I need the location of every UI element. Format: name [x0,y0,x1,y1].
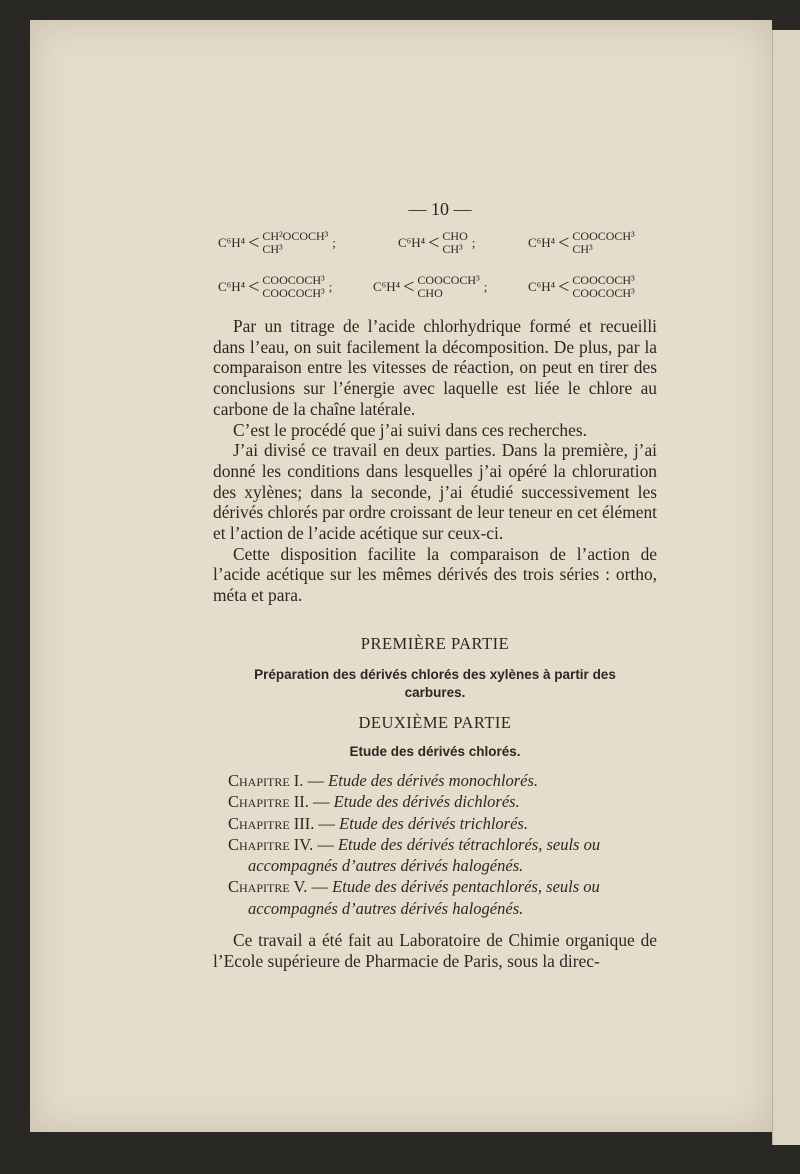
formula-row [218,230,668,274]
chapter-entry: Chapitre IV. — Etude des dérivés tétrachlorés, seuls ou accompagnés d’autres dérivés halogénés. [228,834,601,876]
part1-heading: PREMIÈRE PARTIE [360,634,510,653]
part2-subtitle: Etude des dérivés chlorés. [349,744,521,759]
paragraph: Cette disposition facilite la comparaison de l’action de l’acide acétique sur les mêmes dérivés des trois séries : ortho, méta et para. [213,543,657,606]
paragraph: Par un titrage de l’acide chlorhydrique formé et recueilli dans l’eau, on suit facilement la décomposition. De plus, par la comparaison entre les vitesses de réaction, on peut en tirer des conclusions sur l’énergie avec laquelle est liée le chlore au carbone de la chaîne latérale. [213,316,657,419]
formula: C⁶H⁴ < CHO CH³ ; [398,229,476,256]
body-text [213,316,657,606]
part2-heading: DEUXIÈME PARTIE [358,713,512,732]
formula-row [218,274,668,318]
next-page-edge [772,30,800,1145]
formula: C⁶H⁴ < COOCOCH³ CHO ; [373,273,488,300]
chapter-entry: Chapitre II. — Etude des dérivés dichlorés. [228,792,520,812]
chapter-entry: Chapitre III. — Etude des dérivés trichlorés. [228,813,528,833]
chemical-formulas [218,230,668,318]
closing-paragraph [213,930,657,971]
part1-subtitle: Préparation des dérivés chlorés des xylènes à partir des carbures. [254,667,616,700]
paragraph: J’ai divisé ce travail en deux parties. Dans la première, j’ai donné les conditions dans lesquelles j’ai opéré la chloruration des xylènes; dans la seconde, j’ai étudié successivement les dérivés chlorés par ordre croissant de leur teneur en cet élément et l’action de l’acide acétique sur ceux-ci. [213,440,657,544]
chapter-entry: Chapitre I. — Etude des dérivés monochlorés. [228,771,539,790]
formula: C⁶H⁴ < CH²OCOCH³ CH³ ; [218,229,336,256]
formula: C⁶H⁴ < COOCOCH³ COOCOCH³ [528,273,635,300]
chapter-list [228,770,658,919]
formula: C⁶H⁴ < COOCOCH³ COOCOCH³ ; [218,273,333,300]
paragraph: C’est le procédé que j’ai suivi dans ces recherches. [233,419,587,440]
paragraph: Ce travail a été fait au Laboratoire de Chimie organique de l’Ecole supérieure de Pharmacie de Paris, sous la direc- [213,930,657,971]
formula: C⁶H⁴ < COOCOCH³ CH³ [528,229,635,256]
chapter-entry: Chapitre V. — Etude des dérivés pentachlorés, seuls ou accompagnés d’autres dérivés halogénés. [228,877,600,918]
page-number: — 10 — [408,199,472,219]
